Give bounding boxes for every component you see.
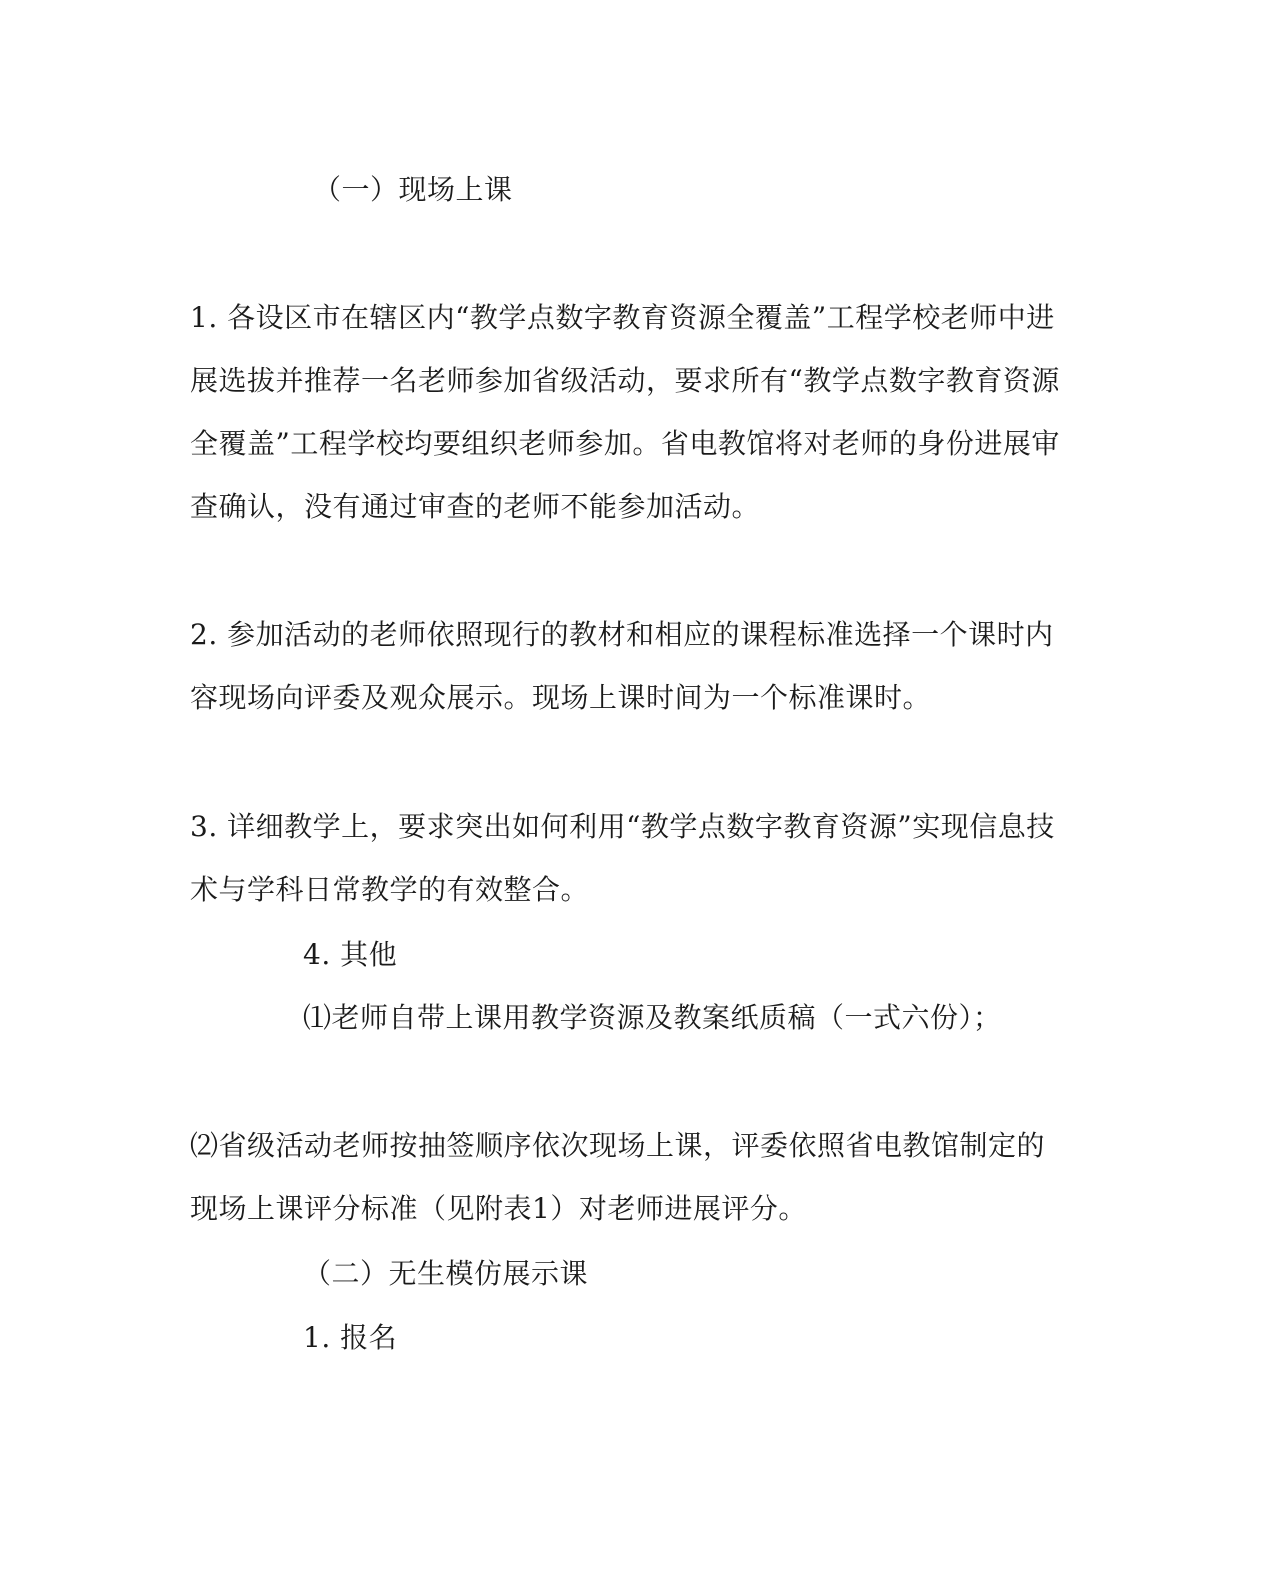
section-heading-1: （一）现场上课	[313, 173, 513, 206]
paragraph-line: 展选拔并推荐一名老师参加省级活动，要求所有“教学点数字教育资源	[190, 364, 1060, 397]
paragraph-line: 3. 详细教学上，要求突出如何利用“教学点数字教育资源”实现信息技	[190, 810, 1055, 843]
item-4-title: 4. 其他	[303, 938, 398, 971]
paragraph-line: 查确认，没有通过审查的老师不能参加活动。	[190, 490, 761, 523]
section-2-item-1: 1. 报名	[303, 1321, 398, 1354]
item-4-sub-1: ⑴老师自带上课用教学资源及教案纸质稿（一式六份）；	[303, 1001, 1002, 1034]
paragraph-line: 1. 各设区市在辖区内“教学点数字教育资源全覆盖”工程学校老师中进	[190, 301, 1055, 334]
paragraph-line: 容现场向评委及观众展示。现场上课时间为一个标准课时。	[190, 681, 932, 714]
paragraph-line: 全覆盖”工程学校均要组织老师参加。省电教馆将对老师的身份进展审	[190, 427, 1060, 460]
section-heading-2: （二）无生模仿展示课	[303, 1257, 589, 1290]
paragraph-line: 现场上课评分标准（见附表1）对老师进展评分。	[190, 1192, 807, 1225]
paragraph-line: 2. 参加活动的老师依照现行的教材和相应的课程标准选择一个课时内	[190, 618, 1054, 651]
paragraph-line: 术与学科日常教学的有效整合。	[190, 873, 590, 906]
paragraph-line: ⑵省级活动老师按抽签顺序依次现场上课，评委依照省电教馆制定的	[190, 1129, 1046, 1162]
